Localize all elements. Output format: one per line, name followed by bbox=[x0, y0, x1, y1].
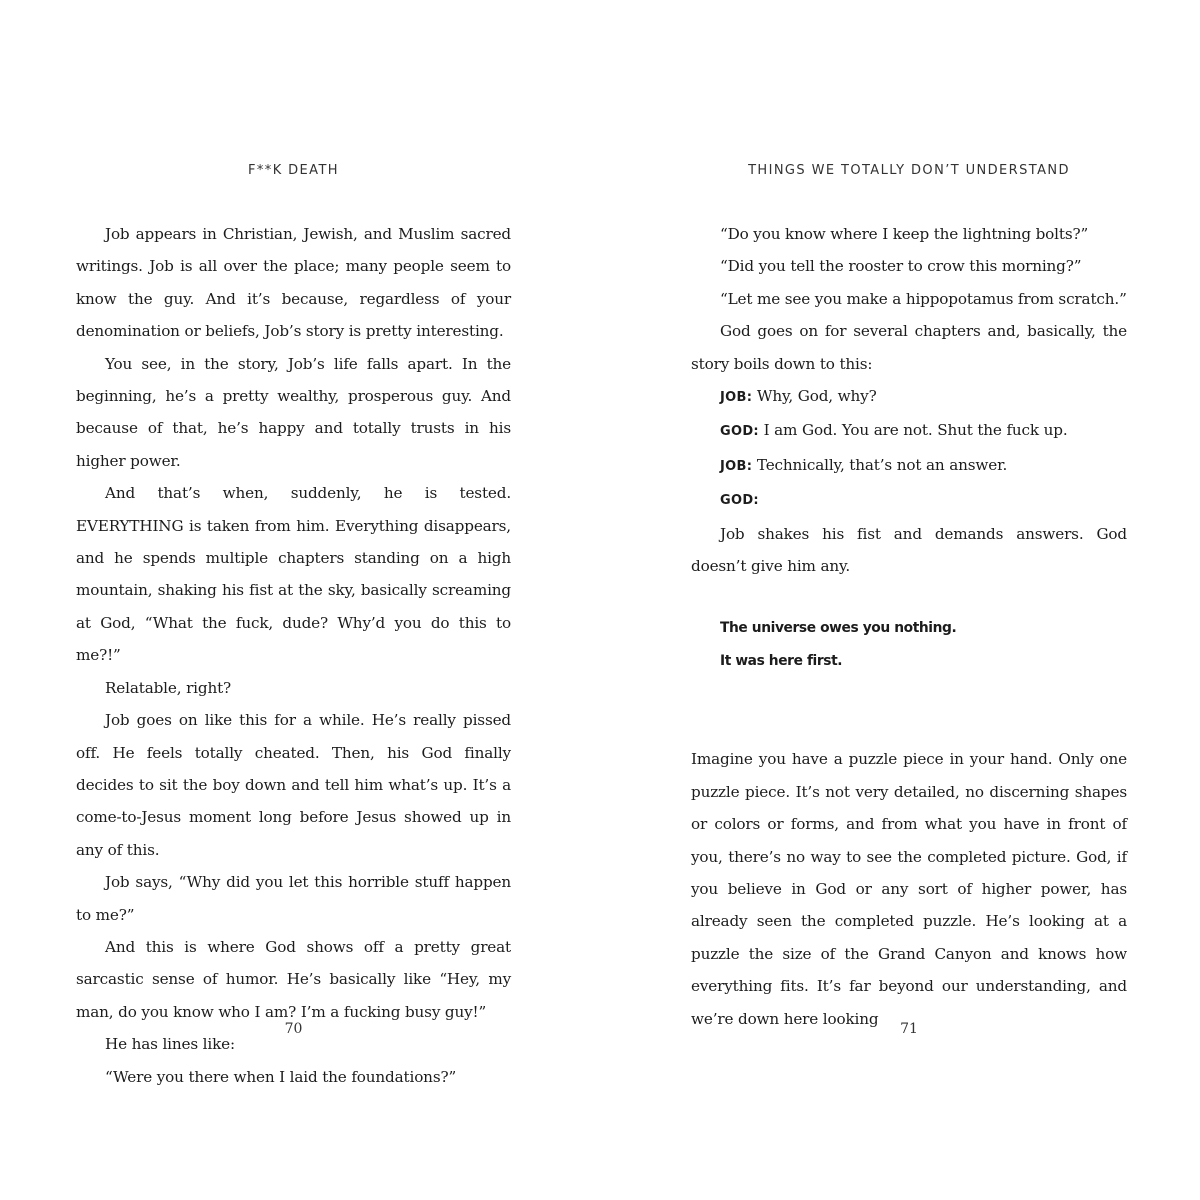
running-head-left: F**K DEATH bbox=[248, 163, 339, 178]
dialogue-line bbox=[691, 449, 1127, 483]
dialogue-text: Why, God, why? bbox=[756, 387, 877, 406]
quote-line: “Did you tell the rooster to crow this morning?” bbox=[720, 257, 1082, 276]
paragraph: Job says, “Why did you let this horrible stuff happen to me?” bbox=[76, 873, 511, 924]
paragraph: “Were you there when I laid the foundations?” bbox=[105, 1067, 457, 1086]
right-body bbox=[691, 218, 1127, 1035]
quote-line: “Do you know where I keep the lightning bolts?” bbox=[720, 225, 1089, 243]
left-body bbox=[76, 218, 511, 1093]
pull-quote-line: It was here first. bbox=[720, 652, 843, 669]
paragraph: He has lines like: bbox=[105, 1035, 235, 1054]
paragraph: God goes on for several chapters and, basically, the story boils down to this: bbox=[691, 322, 1127, 373]
speaker-label: JOB: bbox=[720, 458, 753, 474]
dialogue-line bbox=[691, 380, 1127, 414]
dialogue-text: I am God. You are not. Shut the fuck up. bbox=[763, 421, 1068, 440]
paragraph: Relatable, right? bbox=[105, 678, 232, 697]
paragraph: Job shakes his fist and demands answers. God doesn’t give him any. bbox=[691, 524, 1127, 576]
speaker-label: JOB: bbox=[720, 390, 753, 406]
page-number-left: 70 bbox=[284, 1021, 303, 1037]
speaker-label: GOD: bbox=[720, 493, 759, 509]
paragraph: And that’s when, suddenly, he is tested. EVERYTHING is taken from him. Everything disappears, and he spends multiple chapters standing on a high mountain, shaking his fist at the sky, basically screaming at God, “What the fuck, dude? Why’d you do this to me?!” bbox=[76, 484, 511, 665]
paragraph: You see, in the story, Job’s life falls apart. In the beginning, he’s a pretty wealthy, prosperous guy. And because of that, he’s happy and totally trusts in his higher power. bbox=[76, 354, 511, 470]
pull-quote-line: The universe owes you nothing. bbox=[720, 620, 957, 637]
spacer bbox=[691, 582, 1127, 612]
speaker-label: GOD: bbox=[720, 424, 759, 440]
page-number-right: 71 bbox=[900, 1021, 918, 1037]
dialogue-line bbox=[691, 483, 1127, 517]
dialogue-text: Technically, that’s not an answer. bbox=[756, 455, 1008, 474]
quote-line: “Let me see you make a hippopotamus from scratch.” bbox=[720, 289, 1127, 308]
paragraph: Job goes on like this for a while. He’s really pissed off. He feels totally cheated. Then, his God finally decides to sit the boy down and tell him what’s up. It’s a come-to-Jesus moment long before Jesus showed up in any of this. bbox=[76, 711, 511, 859]
paragraph: Job appears in Christian, Jewish, and Muslim sacred writings. Job is all over the place; many people seem to know the guy. And it’s because, regardless of your denomination or beliefs, Job’s story is pretty interesting. bbox=[76, 225, 511, 341]
paragraph: Imagine you have a puzzle piece in your hand. Only one puzzle piece. It’s not very detailed, no discerning shapes or colors or forms, and from what you have in front of you, there’s no way to see the completed picture. God, if you believe in God or any sort of higher power, has already seen the completed puzzle. He’s looking at a puzzle the size of the Grand Canyon and knows how everything fits. It’s far beyond our understanding, and we’re down here looking bbox=[691, 750, 1127, 1028]
dialogue-line bbox=[691, 414, 1127, 448]
spacer bbox=[691, 677, 1127, 743]
paragraph: And this is where God shows off a pretty great sarcastic sense of humor. He’s basically like “Hey, my man, do you know who I am? I’m a fucking busy guy!” bbox=[76, 937, 511, 1021]
running-head-right: THINGS WE TOTALLY DON’T UNDERSTAND bbox=[748, 163, 1070, 178]
